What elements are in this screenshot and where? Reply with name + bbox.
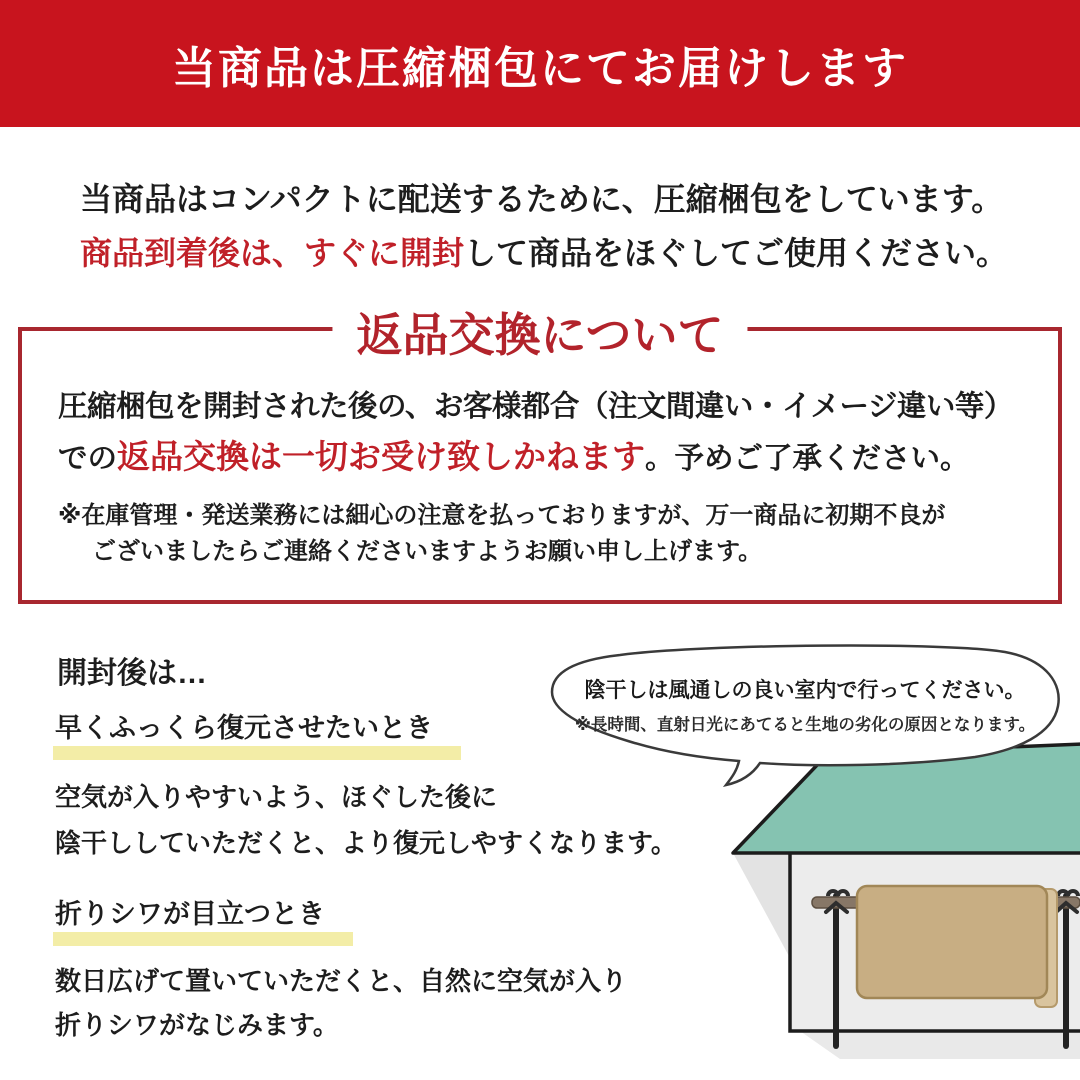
tip1-heading — [53, 706, 461, 760]
bubble-line-2: ※長時間、直射日光にあてると生地の劣化の原因となります。 — [574, 716, 1036, 734]
return-box-note-line-2: ございましたらご連絡くださいますようお願い申し上げます。 — [92, 538, 763, 565]
return-box-line-2 — [58, 431, 970, 478]
tip1-body-line-1: 空気が入りやすいよう、ほぐした後に — [55, 782, 498, 812]
tip2-heading — [53, 892, 353, 946]
bubble-line-1: 陰干しは風通しの良い室内で行ってください。 — [584, 679, 1026, 702]
top-banner — [0, 0, 1080, 127]
tip2-heading-highlight: 折りシワが目立つとき — [53, 892, 353, 946]
tip2-body-line-1: 数日広げて置いていただくと、自然に空気が入り — [55, 966, 628, 996]
folded-blanket — [857, 886, 1047, 998]
return-box-line-2-black1: での — [58, 442, 118, 475]
return-box-line-2-black2: 。予めご了承ください。 — [645, 442, 970, 475]
tip2-body-line-2: 折りシワがなじみます。 — [55, 1010, 339, 1040]
floor-shadow — [800, 1031, 1080, 1059]
tip1-heading-highlight: 早くふっくら復元させたいとき — [53, 706, 461, 760]
intro-line-2-black: して商品をほぐしてご使用ください。 — [464, 235, 1009, 271]
return-box-line-1: 圧縮梱包を開封された後の、お客様都合（注文間違い・イメージ違い等） — [58, 390, 1013, 423]
after-opening-heading: 開封後は… — [57, 657, 207, 690]
tip1-body-line-2: 陰干ししていただくと、より復元しやすくなります。 — [55, 828, 677, 858]
return-box-line-2-red: 返品交換は一切お受け致しかねます — [117, 438, 646, 475]
wall-shadow — [733, 853, 790, 958]
intro-paragraph — [80, 172, 1008, 280]
intro-line-2-red: 商品到着後は、すぐに開封 — [80, 235, 465, 271]
intro-line-2 — [80, 226, 1008, 280]
return-box-note-line-1: ※在庫管理・発送業務には細心の注意を払っておりますが、万一商品に初期不良が — [58, 502, 946, 529]
banner-title: 当商品は圧縮梱包にてお届けします — [172, 43, 908, 93]
return-exchange-title: 返品交換について — [332, 299, 747, 365]
intro-line-1: 当商品はコンパクトに配送するために、圧縮梱包をしています。 — [80, 181, 1004, 217]
